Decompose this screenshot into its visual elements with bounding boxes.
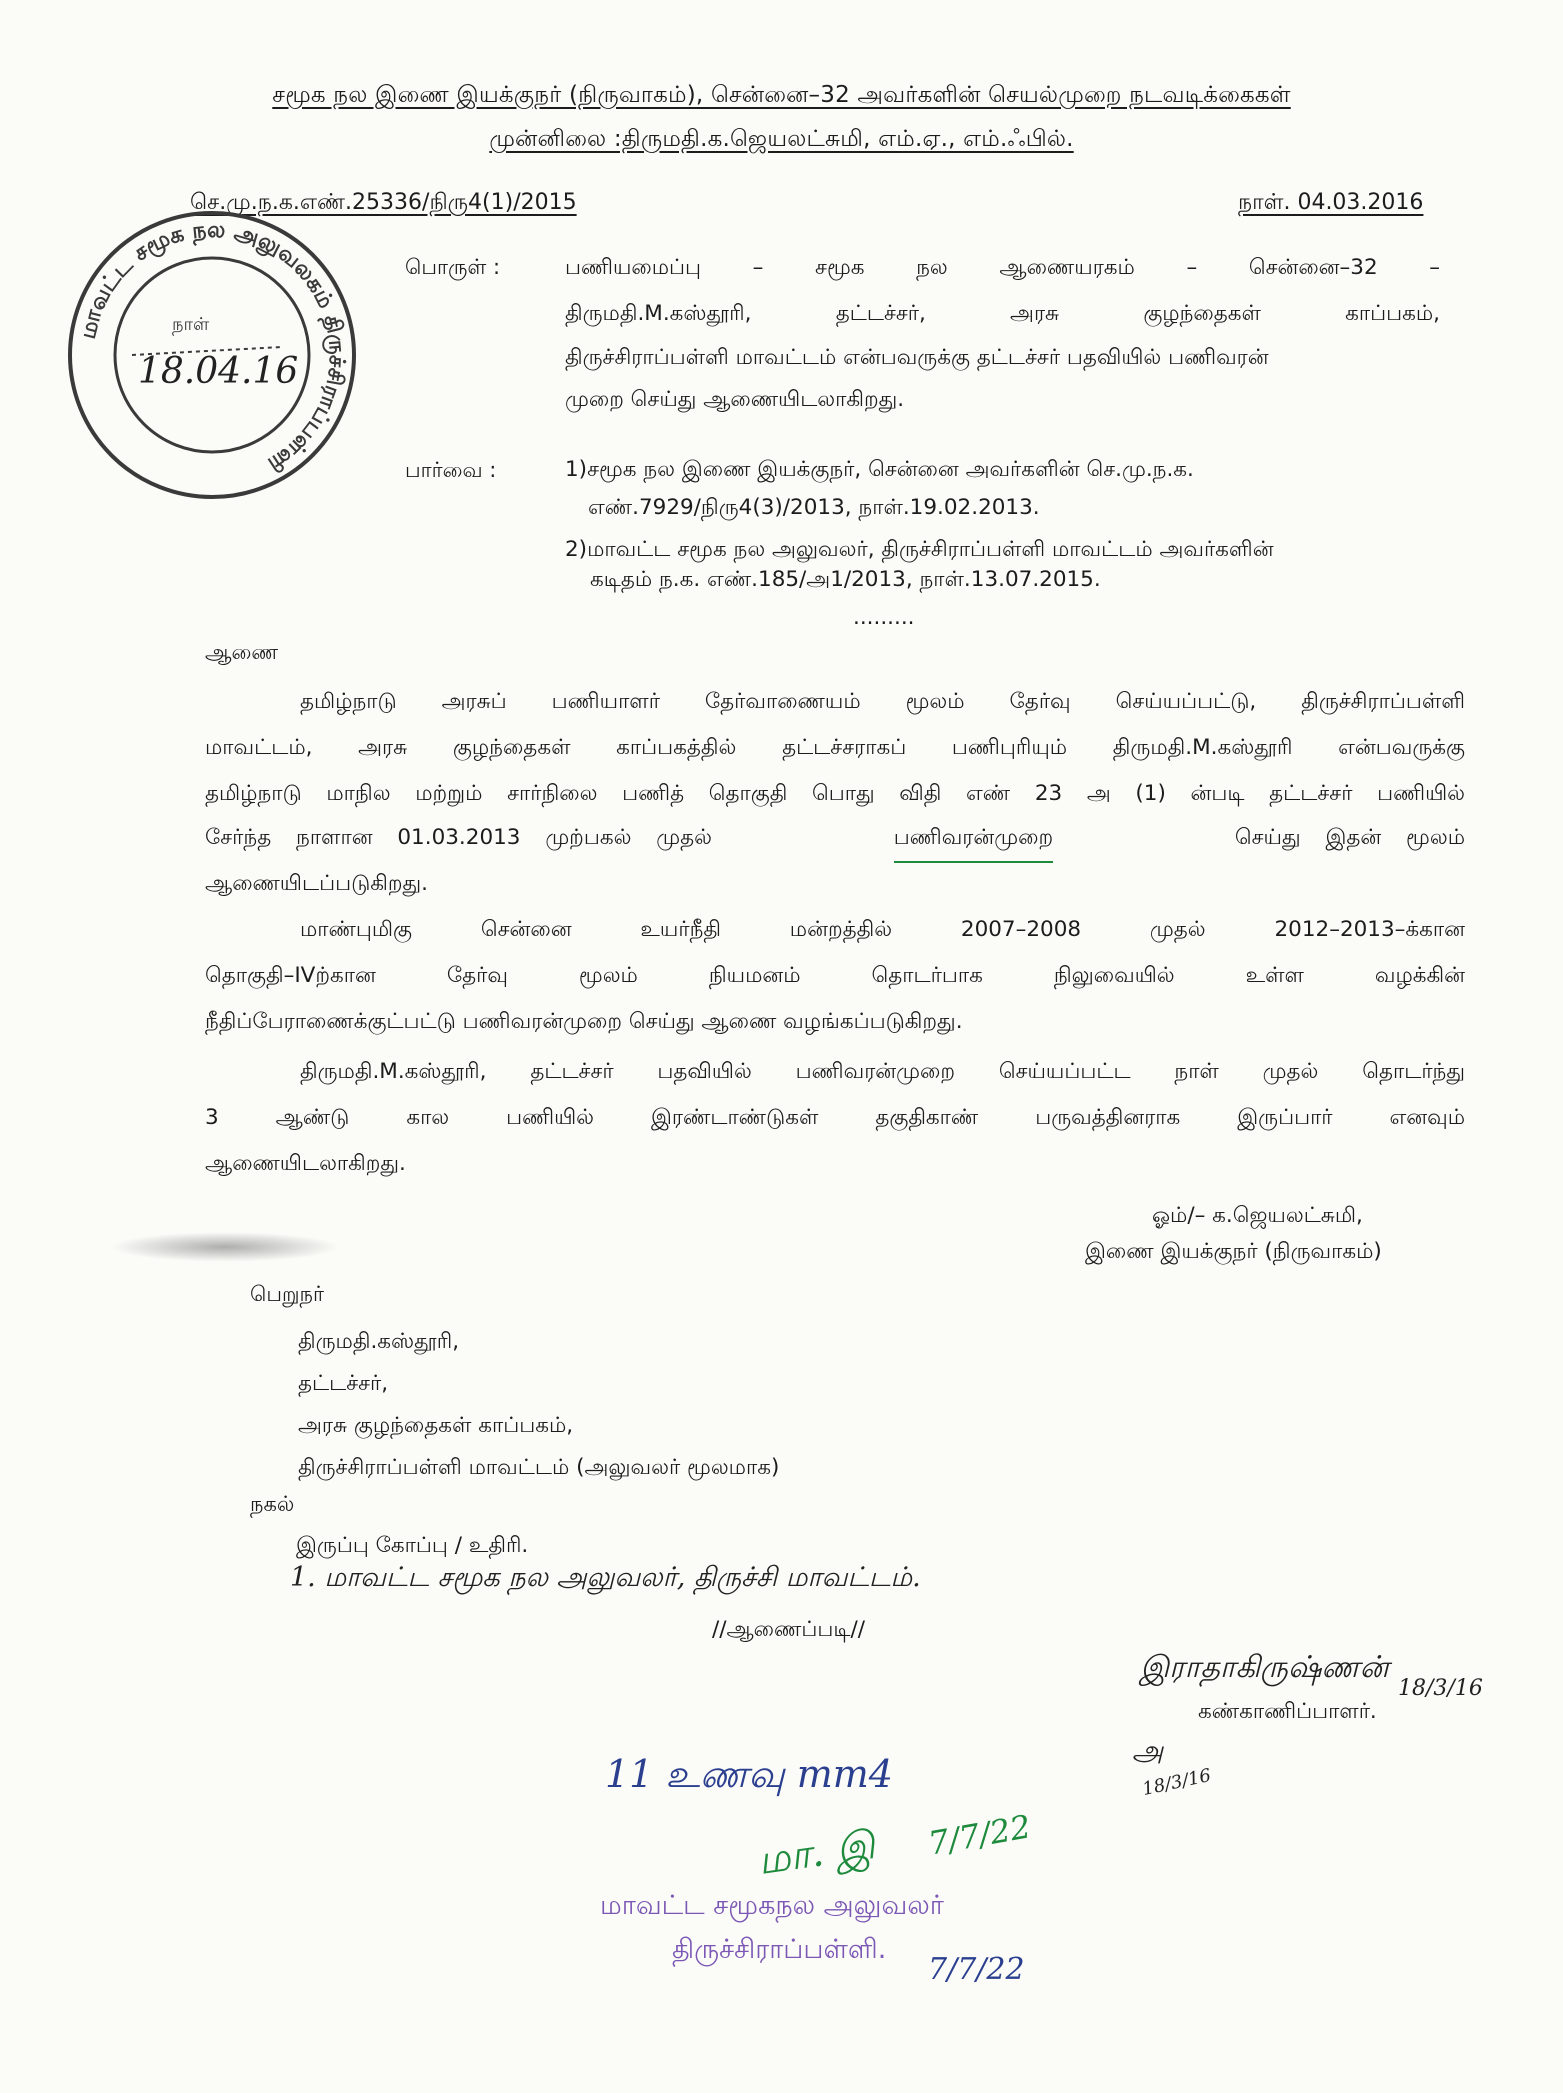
document-date: நாள். 04.03.2016 [1238,190,1424,215]
office-stamp-line: மாவட்ட சமூகநல அலுவலர் [600,1890,944,1921]
handwritten-note: 11 உணவு mm4 [605,1752,893,1796]
order-para2-line: நீதிப்பேராணைக்குட்பட்டு பணிவரன்முறை செய்து ஆணை வழங்கப்படுகிறது. [205,1009,963,1034]
order-para3-line: ஆணையிடலாகிறது. [205,1151,406,1176]
initials-mark: அ [1132,1734,1164,1767]
recipient-line: திருமதி.கஸ்தூரி, [298,1329,460,1354]
order-para2-line: மாண்புமிகு சென்னை உயர்நீதி மன்றத்தில் 2007–2008 முதல் 2012–2013–க்கான [300,917,1465,942]
order-para1-line [205,816,1465,863]
order-text: செய்து இதன் மூலம் [1234,825,1465,850]
signatory-designation: இணை இயக்குநர் (நிருவாகம்) [1085,1239,1382,1264]
recipient-label: பெறுநர் [250,1282,324,1306]
svg-text:18.04.16: 18.04.16 [138,351,299,392]
order-heading: ஆணை [205,640,279,664]
order-para3-line: 3 ஆண்டு கால பணியில் இரண்டாண்டுகள் தகுதிகாண் பருவத்தினராக இருப்பார் எனவும் [205,1105,1465,1130]
order-para1-line: தமிழ்நாடு அரசுப் பணியாளர் தேர்வாணையம் மூலம் தேர்வு செய்யப்பட்டு, திருச்சிராப்பள்ளி [300,689,1465,714]
subject-line: பணியமைப்பு – சமூக நல ஆணையரகம் – சென்னை–32 – [565,255,1440,280]
order-copy-mark: //ஆணைப்படி// [712,1617,865,1642]
reference-item: 2)மாவட்ட சமூக நல அலுவலர், திருச்சிராப்பள்ளி மாவட்டம் அவர்களின் [565,537,1274,562]
header-line-1: சமூக நல இணை இயக்குநர் (நிருவாகம்), சென்னை–32 அவர்களின் செயல்முறை நடவடிக்கைகள் [272,82,1291,108]
reference-number: செ.மு.ந.க.எண்.25336/நிரு4(1)/2015 [190,190,577,215]
round-seal [62,205,362,505]
subject-line: முறை செய்து ஆணையிடலாகிறது. [565,387,905,412]
order-para1-line: மாவட்டம், அரசு குழந்தைகள் காப்பகத்தில் தட்டச்சராகப் பணிபுரியும் திருமதி.M.கஸ்தூரி என்பவருக்கு [205,735,1465,760]
recipient-line: அரசு குழந்தைகள் காப்பகம், [298,1413,574,1438]
signatory-name: ஓம்/– க.ஜெயலட்சுமி, [1152,1203,1363,1228]
reference-item: 1)சமூக நல இணை இயக்குநர், சென்னை அவர்களின் செ.மு.ந.க. [565,457,1194,482]
subject-line: திருச்சிராப்பள்ளி மாவட்டம் என்பவருக்கு தட்டச்சர் பதவியில் பணிவரன் [565,345,1269,370]
scan-smudge [110,1232,340,1262]
reference-item: எண்.7929/நிரு4(3)/2013, நாள்.19.02.2013. [588,495,1040,520]
handwritten-copy-line: 1. மாவட்ட சமூக நல அலுவலர், திருச்சி மாவட்டம். [290,1562,921,1593]
copy-label: நகல் [250,1492,295,1516]
order-text: சேர்ந்த நாளான 01.03.2013 முற்பகல் முதல் [205,825,712,850]
initials-date: 18/3/16 [1140,1765,1213,1800]
order-para1-line: ஆணையிடப்படுகிறது. [205,871,428,896]
green-ink-signature: மா. இ [755,1822,878,1884]
reference-item: கடிதம் ந.க. எண்.185/அ1/2013, நாள்.13.07.2015. [590,567,1101,592]
order-para1-line: தமிழ்நாடு மாநில மற்றும் சார்நிலை பணித் தொகுதி பொது விதி எண் 23 அ (1) ன்படி தட்டச்சர் பணியில் [205,781,1465,806]
recipient-line: திருச்சிராப்பள்ளி மாவட்டம் (அலுவலர் மூலமாக) [298,1455,780,1480]
superintendent-signature: இராதாகிருஷ்ணன் [1140,1650,1389,1685]
order-para2-line: தொகுதி–IVற்கான தேர்வு மூலம் நியமனம் தொடர்பாக நிலுவையில் உள்ள வழக்கின் [205,963,1465,988]
order-para3-line: திருமதி.M.கஸ்தூரி, தட்டச்சர் பதவியில் பணிவரன்முறை செய்யப்பட்ட நாள் முதல் தொடர்ந்து [300,1059,1465,1084]
reference-label: பார்வை : [405,458,497,482]
header-line-2: முன்னிலை :திருமதி.க.ஜெயலட்சுமி, எம்.ஏ., எம்.ஃபில். [489,126,1074,152]
office-stamp-sign-date: 7/7/22 [928,1952,1025,1987]
office-stamp-line: திருச்சிராப்பள்ளி. [672,1934,887,1965]
subject-line: திருமதி.M.கஸ்தூரி, தட்டச்சர், அரசு குழந்தைகள் காப்பகம், [565,301,1440,326]
copy-line: இருப்பு கோப்பு / உதிரி. [296,1533,529,1558]
recipient-line: தட்டச்சர், [298,1371,389,1396]
seal-graphic [62,205,362,505]
underlined-term: பணிவரன்முறை [894,816,1053,863]
superintendent-sign-date: 18/3/16 [1398,1676,1483,1701]
green-ink-date: 7/7/22 [925,1807,1034,1863]
svg-text:நாள்: நாள் [172,314,210,335]
svg-text:மாவட்ட சமூக நல அலுவலகம் திருச்: மாவட்ட சமூக நல அலுவலகம் திருச்சிராப்பள்ளி [75,217,350,477]
subject-label: பொருள் : [405,255,501,279]
superintendent-title: கண்காணிப்பாளர். [1198,1699,1377,1724]
separator-dots: ......... [853,605,915,630]
